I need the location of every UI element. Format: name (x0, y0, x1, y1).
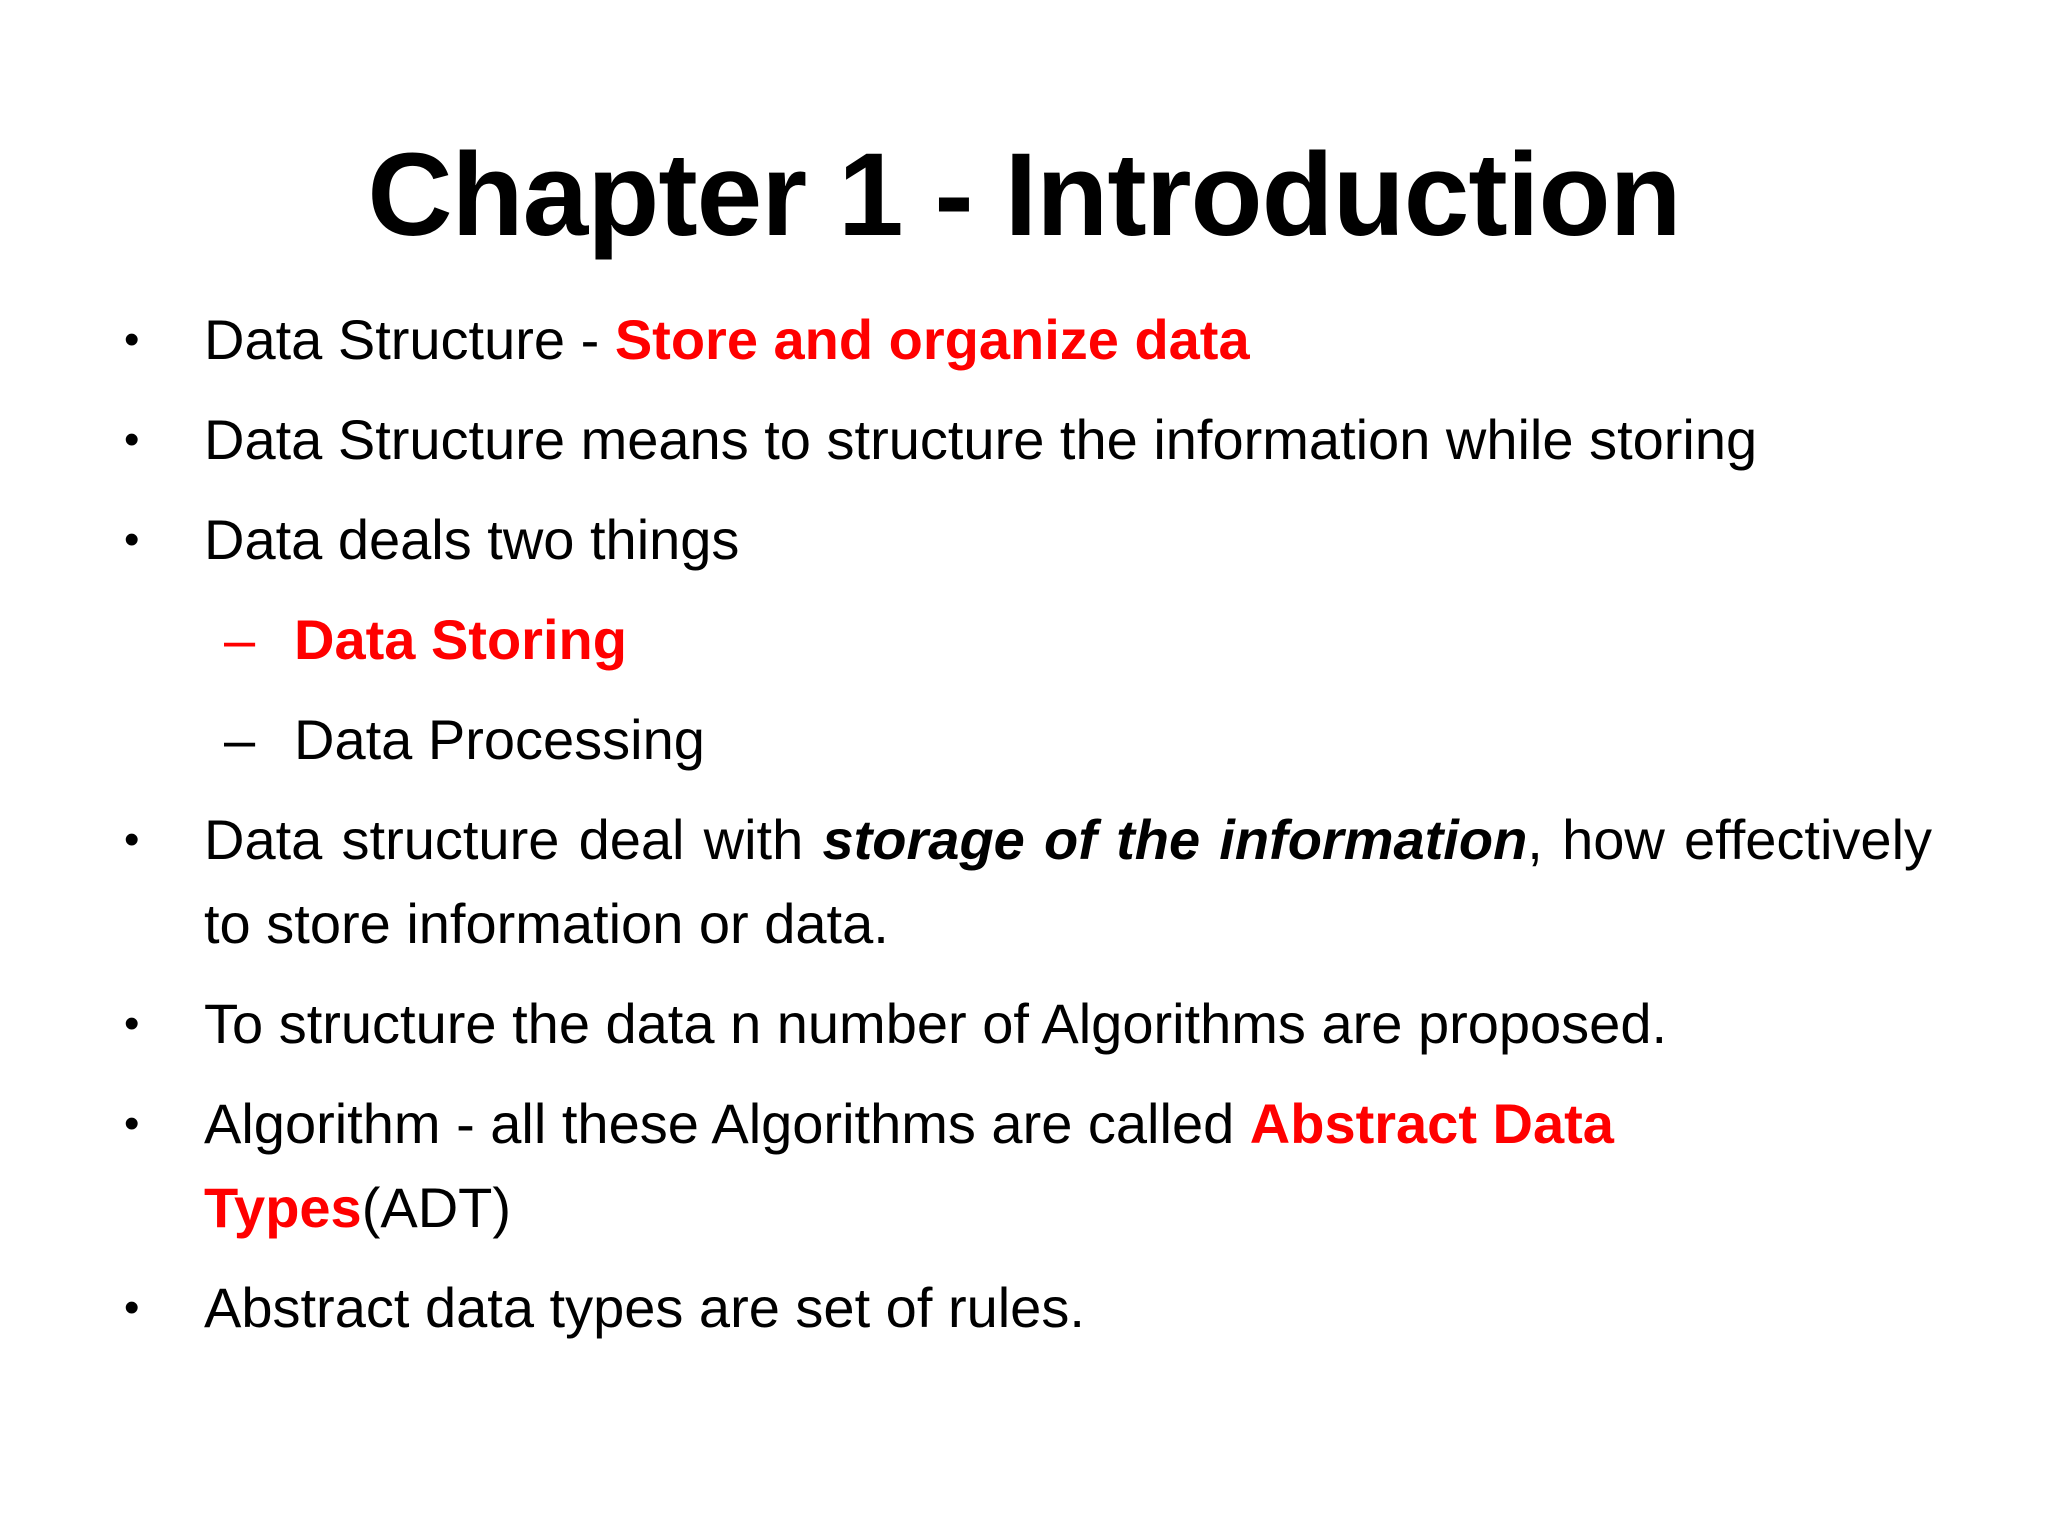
bullet-item-data-structure (120, 298, 1932, 382)
bullet-text: Data Processing (294, 708, 705, 771)
bullet-text: Algorithm - all these Algorithms are called (204, 1092, 1250, 1155)
slide-title: Chapter 1 - Introduction (367, 129, 1681, 261)
bullet-marker: • (124, 315, 140, 364)
bullet-item-storage (120, 798, 1932, 966)
highlight-text: Store and organize data (614, 308, 1250, 371)
sub-item-data-processing (120, 698, 1932, 782)
dash-marker: – (224, 608, 256, 671)
bullet-text: , how effectively to store information or data. (204, 808, 1933, 955)
bullet-marker: • (124, 1099, 140, 1148)
sub-item-data-storing (120, 598, 1932, 682)
bullet-text: Data Structure means to structure the information while storing (204, 408, 1758, 471)
bullet-text: Data Structure - (204, 308, 615, 371)
bullet-item-algorithms-proposed (120, 982, 1932, 1066)
bullet-item-adt-rules (120, 1266, 1932, 1350)
bullet-marker: • (124, 999, 140, 1048)
bullet-marker: • (124, 815, 140, 864)
bullet-marker: • (124, 1283, 140, 1332)
bullet-marker: • (124, 515, 140, 564)
highlight-text: Data Storing (294, 608, 627, 671)
highlight-text: Abstract Data Types (204, 1092, 1614, 1239)
bullet-text: To structure the data n number of Algorithms are proposed. (204, 992, 1668, 1055)
bullet-marker: • (124, 415, 140, 464)
dash-marker: – (224, 708, 256, 771)
bullet-text: Data deals two things (204, 508, 740, 571)
bullet-item-data-deals (120, 498, 1932, 582)
bullet-text: Abstract data types are set of rules. (204, 1276, 1085, 1339)
bullet-text: Data structure deal with (204, 808, 823, 871)
bullet-text: (ADT) (361, 1176, 511, 1239)
emphasis-text: storage of the information (822, 808, 1528, 871)
bullet-item-structure-meaning (120, 398, 1932, 482)
bullet-list (120, 298, 1932, 1366)
bullet-item-adt (120, 1082, 1932, 1250)
